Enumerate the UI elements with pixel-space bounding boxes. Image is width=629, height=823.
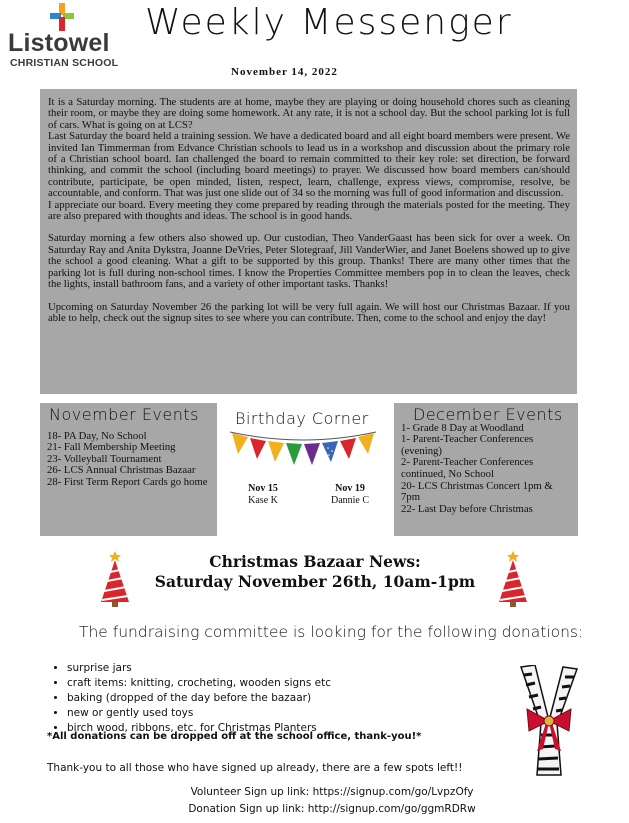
december-events-panel <box>394 403 578 536</box>
november-events-panel <box>40 403 217 536</box>
article-paragraph: Saturday morning a few others also showed up. Our custodian, Theo VanderGaast has been sick for over a week. On Saturday Ray and Anita Dykstra, Joanne DeVries, Peter Slotegraaf, Jill VanderWier, and Janet Boelens showed up to give the school a good cleaning. What a gift to be supported by this group. Thanks! There are many other times that the parking lot is full during non-school times. I know the Properties Committee members pop in to clean the leaves, check the lights, install bathroom fans, and a variety of other important tasks. Thanks! <box>48 232 570 291</box>
event-item: 22- Last Day before Christmas <box>401 502 533 515</box>
bazaar-date: Saturday November 26th, 10am-1pm <box>154 572 476 591</box>
december-events-heading: December Events <box>413 405 563 424</box>
volunteer-signup-link[interactable]: Volunteer Sign up link: https://signup.com/go/LvpzOfy <box>190 786 474 798</box>
school-name: Listowel <box>8 29 110 57</box>
event-item: 28- First Term Report Cards go home <box>47 475 208 488</box>
november-events-heading: November Events <box>49 405 199 424</box>
list-item: • baking (dropped of the day before the bazaar) <box>67 691 331 706</box>
donation-signup-link[interactable]: Donation Sign up link: http://signup.com/go/ggmRDRw <box>188 803 476 815</box>
event-item: 1- Grade 8 Day at Woodland <box>401 421 524 434</box>
article-paragraph: Last Saturday the board held a training session. We have a dedicated board and all eight board members were present. We invited Ian Timmerman from Edvance Christian schools to lead us in a workshop and discussion about the primary role of a Christian school board. Ian challenged the board to remain committed to their key role: set direction, be forward thinking, and commit the school (including board meetings) to prayer. We discussed how board members can/should contribute, participate, be open minded, listen, respect, learn, challenge, express views, compromise, resolve, be accountable, and conform. That was just one slide out of 34 so the morning was full of good information and discussion. <box>48 130 570 200</box>
event-item: 1- Parent-Teacher Conferences (evening) <box>401 433 534 457</box>
event-item: 2- Parent-Teacher Conferences continued, No School <box>401 456 534 480</box>
birthday-date: Nov 15 <box>248 483 278 494</box>
birthday-corner-heading: Birthday Corner <box>235 409 369 428</box>
birthday-entry <box>233 483 293 507</box>
donations-list <box>52 661 331 736</box>
article-paragraph: Upcoming on Saturday November 26 the parking lot will be very full again. We will host our Christmas Bazaar. If you able to help, check out the signup sites to see where you can contribute. Then, come to the school and enjoy the day! <box>48 300 570 324</box>
birthday-name: Kase K <box>248 495 278 506</box>
thank-you-text: Thank-you to all those who have signed up already, there are a few spots left!! <box>47 762 463 774</box>
article-paragraph: It is a Saturday morning. The students are at home, maybe they are playing or doing household chores such as cleaning their room, or maybe they are doing some homework. At any rate, it is not a school day. But the school parking lot is full of cars. What is going on at LCS? <box>48 96 570 131</box>
birthday-name: Dannie C <box>330 495 370 506</box>
newsletter-title: Weekly Messenger <box>145 2 513 43</box>
event-item: 23- Volleyball Tournament <box>47 452 162 465</box>
donations-heading: The fundraising committee is looking for the following donations: <box>79 623 584 641</box>
donations-note: *All donations can be dropped off at the school office, thank-you!* <box>47 731 422 742</box>
school-subtitle: CHRISTIAN SCHOOL <box>10 57 119 69</box>
birthday-date: Nov 19 <box>335 483 365 494</box>
list-item: • birch wood, ribbons, etc. for Christmas Planters <box>67 721 331 736</box>
list-item: • surprise jars <box>67 661 331 676</box>
bazaar-news <box>150 552 480 592</box>
event-item: 21- Fall Membership Meeting <box>47 441 176 454</box>
christmas-tree-icon <box>496 548 530 608</box>
list-item: • craft items: knitting, crocheting, wooden signs etc <box>67 676 331 691</box>
christmas-tree-icon <box>98 548 132 608</box>
birch-bundle-bow-icon <box>519 665 579 777</box>
newsletter-date: November 14, 2022 <box>231 66 338 78</box>
bunting-flags-icon <box>228 428 378 470</box>
event-item: 26- LCS Annual Christmas Bazaar <box>47 464 196 477</box>
article-paragraph: I appreciate our board. Every meeting they come prepared by reading through the materials posted for the meeting. They are also prepared with thoughts and ideas. The school is in good hands. <box>48 198 570 223</box>
event-item: 18- PA Day, No School <box>47 429 147 442</box>
signup-links <box>162 784 502 818</box>
bazaar-heading: Christmas Bazaar News: <box>209 552 421 571</box>
event-item: 20- LCS Christmas Concert 1pm & 7pm <box>401 479 553 504</box>
principal-article <box>40 89 577 394</box>
logo-cross-icon <box>50 3 74 31</box>
list-item: • new or gently used toys <box>67 706 331 721</box>
birthday-entry <box>320 483 380 507</box>
